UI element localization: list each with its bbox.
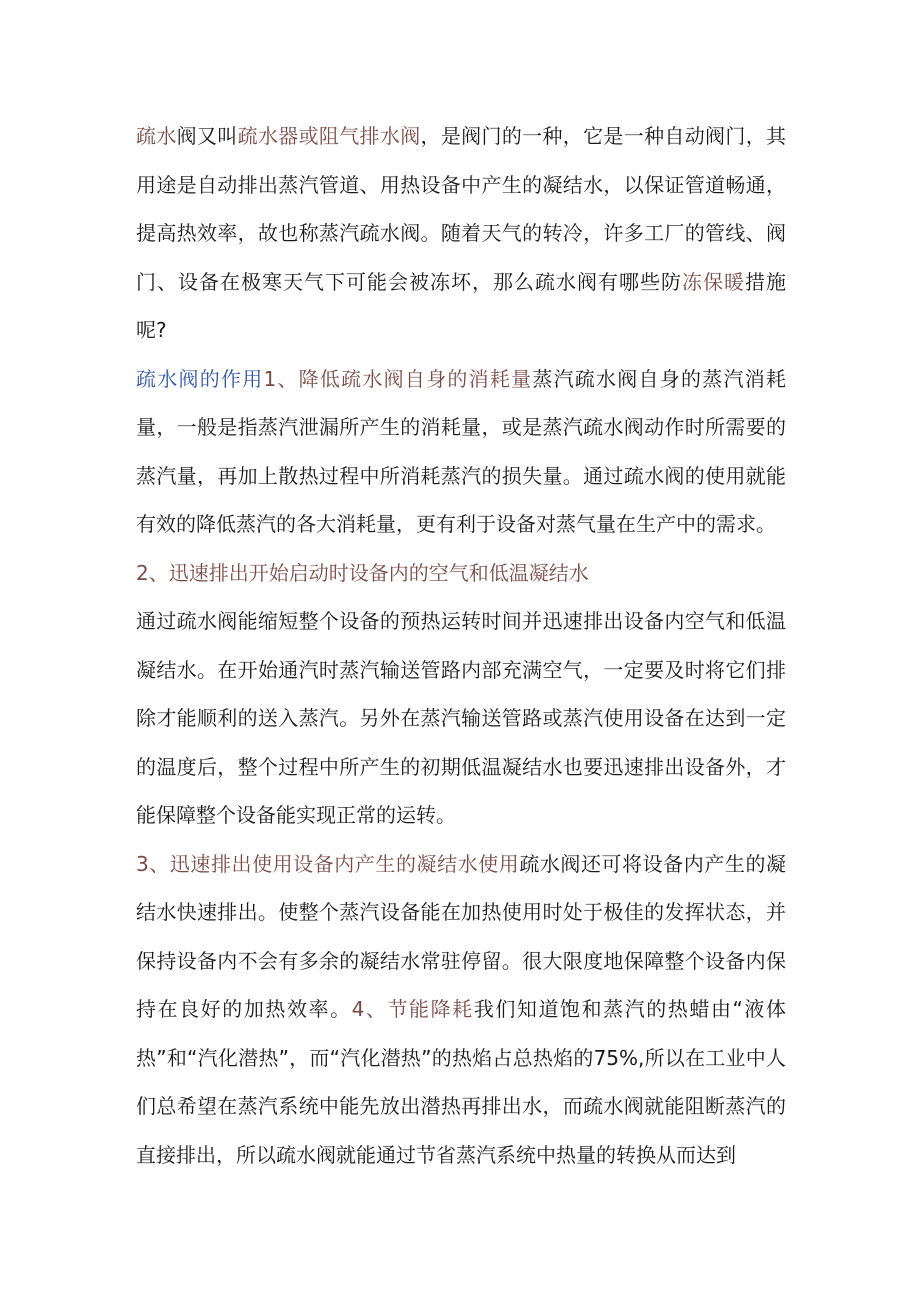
intro-text-1: 阀又叫 (176, 124, 238, 148)
intro-paragraph (136, 112, 786, 355)
section-1-title: 疏水阀的作用 (136, 366, 264, 391)
section-3-heading: 3、迅速排出使用设备内产生的凝结水使用 (136, 851, 520, 876)
section-3-body: 疏水阀还可将设备内产生的凝结水快速排出。使整个蒸汽设备能在加热使用时处于极佳的发挥状态，并保持设备内不会有多余的凝结水常驻停留。很大限度地保障整个设备内保持在良好的加热效率。 (136, 851, 786, 1021)
intro-highlight-3: 冻保暖 (682, 269, 745, 294)
section-4-body: 我们知道饱和蒸汽的热蜡由“液体热”和“汽化潜热”，而“汽化潜热”的热焰占总热焰的75%,所以在工业中人们总希望在蒸汽系统中能先放出潜热再排出水，而疏水阀就能阻断蒸汽的直接排出，所以疏水阀就能通过节省蒸汽系统中热量的转换从而达到 (136, 997, 786, 1167)
intro-highlight-1: 疏水 (136, 124, 177, 148)
document-page (136, 112, 786, 1179)
intro-text-3: 措施呢? (136, 269, 786, 342)
section-1-paragraph (136, 355, 786, 549)
intro-text-2: ，是阀门的一种，它是一种自动阀门，其用途是自动排出蒸汽管道、用热设备中产生的凝结水，以保证管道畅通，提高热效率，故也称蒸汽疏水阀。随着天气的转冷，许多工厂的管线、阀门、设备在极寒天气下可能会被冻坏，那么疏水阀有哪些防 (136, 124, 787, 294)
section-1-heading: 1、降低疏水阀自身的消耗量 (263, 366, 533, 391)
section-2-body: 通过疏水阀能缩短整个设备的预热运转时间并迅速排出设备内空气和低温凝结水。在开始通汽时蒸汽输送管路内部充满空气，一定要及时将它们排除才能顺利的送入蒸汽。另外在蒸汽输送管路或蒸汽使用设备在达到一定的温度后，整个过程中所产生的初期低温凝结水也要迅速排出设备外，才能保障整个设备能实现正常的运转。 (136, 609, 786, 827)
section-3-paragraph (136, 840, 786, 1180)
intro-highlight-2: 疏水器或阻气排水阀 (237, 124, 421, 148)
section-2-heading: 2、迅速排出开始启动时设备内的空气和低温凝结水 (136, 560, 589, 585)
section-4-heading: 4、节能降耗 (351, 997, 474, 1021)
section-1-body: 蒸汽疏水阀自身的蒸汽消耗量，一般是指蒸汽泄漏所产生的消耗量，或是蒸汽疏水阀动作时所需要的蒸汽量，再加上散热过程中所消耗蒸汽的损失量。通过疏水阀的使用就能有效的降低蒸汽的各大消耗量，更有利于设备对蒸气量在生产中的需求。 (136, 366, 786, 536)
